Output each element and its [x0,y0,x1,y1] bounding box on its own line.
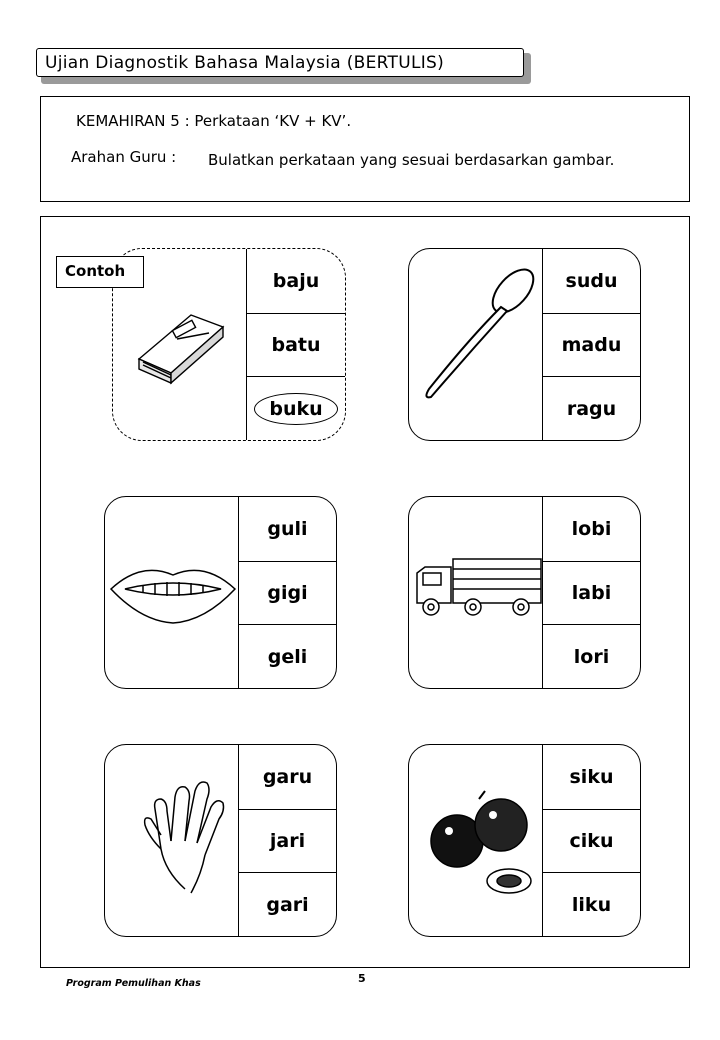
page-title: Ujian Diagnostik Bahasa Malaysia (BERTULIS) [36,48,524,77]
options-column [542,745,640,936]
options-column [542,497,640,688]
picture-panel [409,249,545,440]
option-word[interactable]: gari [239,872,336,937]
picture-panel [105,497,241,688]
option-word[interactable]: ciku [543,809,640,874]
card-example [112,248,346,441]
option-word-circled[interactable]: buku [247,376,345,441]
option-word[interactable]: labi [543,561,640,626]
option-word[interactable]: lori [543,624,640,689]
option-word[interactable]: sudu [565,269,618,292]
example-label: Contoh [56,256,144,288]
option-word[interactable]: guli [267,517,308,540]
options-column [246,249,345,440]
card-spoon [408,248,641,441]
card-teeth [104,496,337,689]
picture-panel [409,745,545,936]
option-word[interactable]: lobi [571,517,612,540]
card-ciku [408,744,641,937]
picture-panel [409,497,545,688]
option-word[interactable]: madu [543,313,640,378]
lips-teeth-icon [105,497,241,689]
option-word[interactable]: gigi [239,561,336,626]
option-word[interactable]: batu [247,313,345,378]
option-word[interactable]: geli [239,624,336,689]
option-word[interactable]: jari [239,809,336,874]
card-truck [408,496,641,689]
arahan-label: Arahan Guru : [71,148,177,166]
card-hand [104,744,337,937]
option-word[interactable]: ragu [543,376,640,441]
page-number: 5 [358,972,366,985]
option-word[interactable]: baju [272,269,320,292]
picture-panel [105,745,241,936]
ciku-fruit-icon [409,745,545,937]
arahan-text: Bulatkan perkataan yang sesuai berdasarkan gambar. [208,151,615,169]
options-column [542,249,640,440]
option-word[interactable]: liku [543,872,640,937]
options-column [238,745,336,936]
option-word[interactable]: garu [262,765,313,788]
footer-program: Program Pemulihan Khas [66,978,201,989]
options-column [238,497,336,688]
spoon-icon [409,249,545,441]
skill-heading: KEMAHIRAN 5 : Perkataan ‘KV + KV’. [76,112,352,130]
instruction-box [40,96,690,202]
truck-icon [409,497,545,689]
hand-icon [105,745,241,937]
option-word[interactable]: siku [569,765,614,788]
